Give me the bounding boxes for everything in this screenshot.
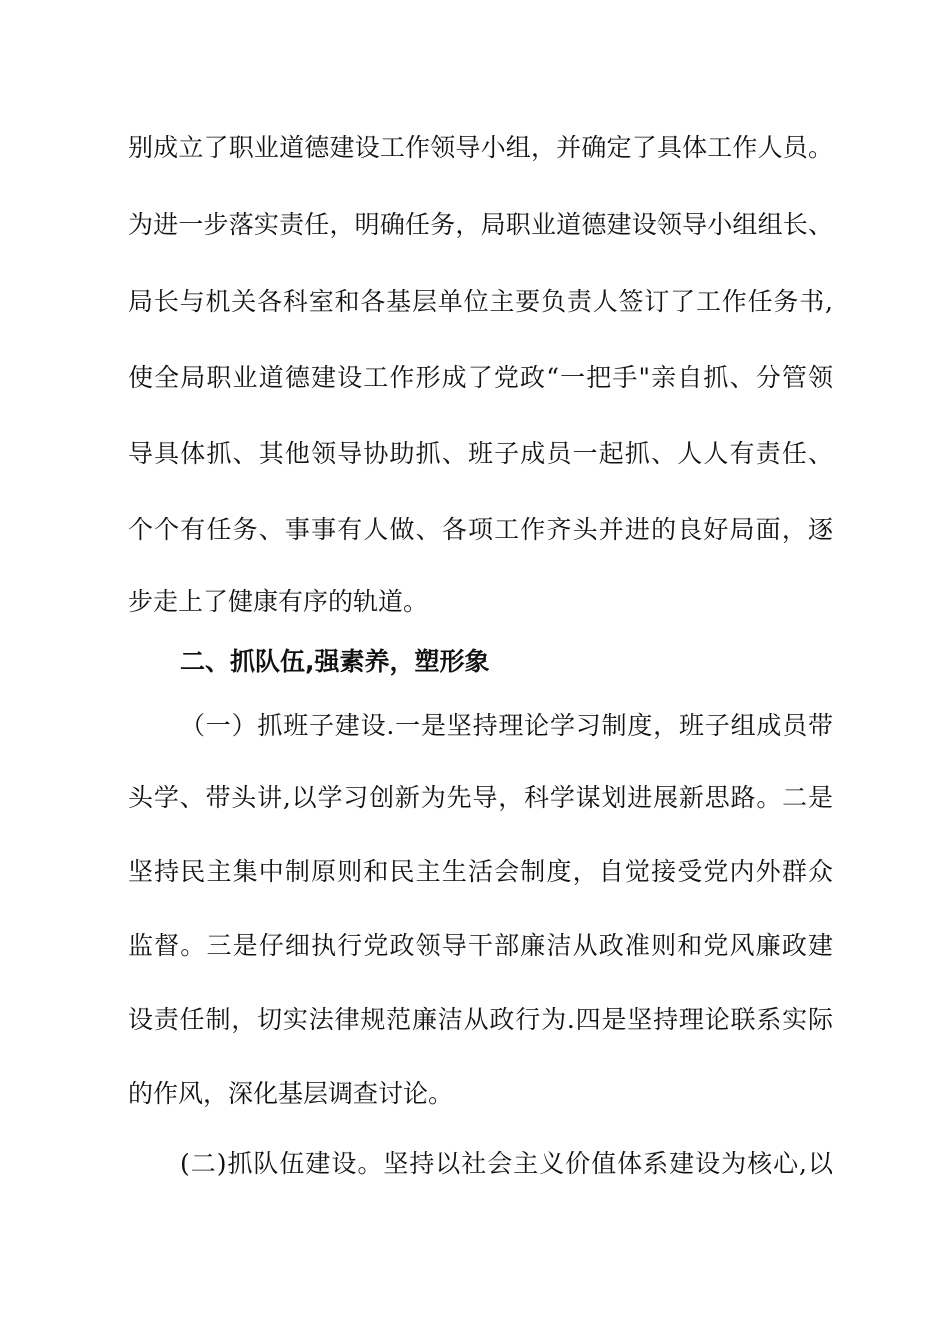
paragraph-line: 坚持民主集中制原则和民主生活会制度，自觉接受党内外群众 <box>128 857 833 886</box>
paragraph-line: 的作风，深化基层调查讨论。 <box>128 1079 454 1108</box>
paragraph-line: （一）抓班子建设.一是坚持理论学习制度，班子组成员带 <box>180 711 833 740</box>
section-heading: 二、抓队伍,强素养，塑形象 <box>180 647 490 676</box>
paragraph-line: 设责任制，切实法律规范廉洁从政行为.四是坚持理论联系实际 <box>128 1005 833 1034</box>
paragraph-line: 导具体抓、其他领导协助抓、班子成员一起抓、人人有责任、 <box>128 439 833 468</box>
paragraph-line: 使全局职业道德建设工作形成了党政“一把手"亲自抓、分管领 <box>128 363 833 392</box>
paragraph-line: 局长与机关各科室和各基层单位主要负责人签订了工作任务书, <box>128 287 833 316</box>
paragraph-line: 为进一步落实责任，明确任务，局职业道德建设领导小组组长、 <box>128 210 833 239</box>
paragraph-line: 个个有任务、事事有人做、各项工作齐头并进的良好局面，逐 <box>128 515 833 544</box>
paragraph-line: 别成立了职业道德建设工作领导小组，并确定了具体工作人员。 <box>128 133 833 162</box>
paragraph-line: 监督。三是仔细执行党政领导干部廉洁从政准则和党风廉政建 <box>128 931 833 960</box>
paragraph-line: (二)抓队伍建设。坚持以社会主义价值体系建设为核心,以 <box>180 1149 833 1178</box>
paragraph-line: 步走上了健康有序的轨道。 <box>128 587 429 616</box>
paragraph-line: 头学、带头讲,以学习创新为先导，科学谋划进展新思路。二是 <box>128 783 833 812</box>
